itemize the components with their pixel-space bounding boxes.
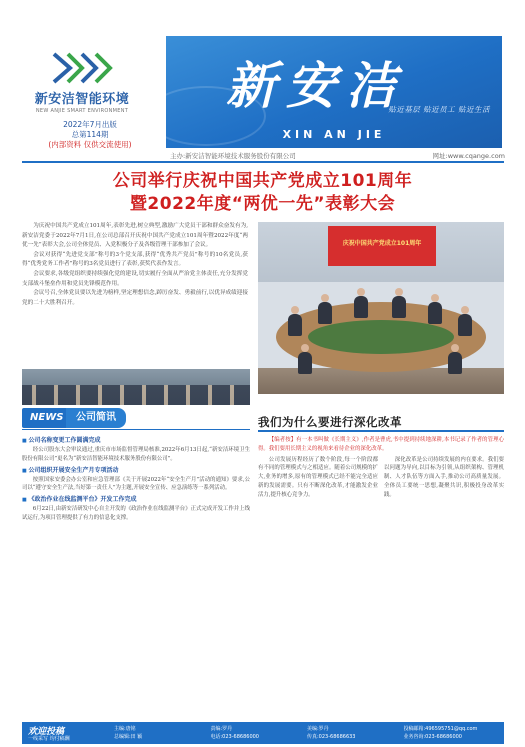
footer-info bbox=[114, 725, 500, 741]
issue-info bbox=[30, 120, 150, 150]
publisher-website[interactable]: 网址:www.cqange.com bbox=[432, 152, 505, 160]
photo-person-head bbox=[291, 306, 299, 314]
photo-person-head bbox=[301, 344, 309, 352]
reform-article-title: 我们为什么要进行深化改革 bbox=[258, 415, 402, 429]
photo-person-head bbox=[395, 288, 403, 296]
footer-fax: 传真:023-68686633 bbox=[307, 734, 356, 740]
news-item-body: 按照国家安委会办公室和应急管理部《关于开展2022年“安全生产月”活动的通知》要求,公司以“遵守安全生产法,当好第一责任人”为主题,开展安全宣传、应急演练等一系列活动。 bbox=[22, 476, 250, 492]
main-paragraph: 会议对获得“先进党支部”称号的3个党支部,获得“优秀共产党员”称号的10名党员,获得“优秀党务工作者”称号的3名党员进行了表彰,获奖代表作发言。 bbox=[22, 251, 248, 268]
footer-hotline: 业务咨询:023-68686000 bbox=[403, 734, 462, 740]
reform-column-2: 深化改革是公司持续发展的内在要求。我们要以问题为导向,以目标为引领,从组织架构、管理机制、人才队伍等方面入手,推动公司高质量发展。全体员工要统一思想,凝聚共识,积极投身改革实践。 bbox=[384, 456, 504, 498]
logo-english-name: NEW ANJIE SMART ENVIRONMENT bbox=[35, 108, 129, 114]
issue-number: 总第114期 bbox=[71, 130, 109, 139]
header-divider bbox=[22, 161, 504, 163]
footer-email[interactable]: 投稿邮箱:496595751@qq.com bbox=[403, 726, 478, 732]
news-section-title: 公司简讯 bbox=[66, 408, 126, 428]
main-paragraph: 为庆祝中国共产党成立101周年,表彰先进,树立典型,激励广大党员干部和群众奋发有为,新安洁党委于2022年7月1日,在公司总部召开庆祝中国共产党成立101周年暨2022年度“两优一先”表彰大会,公司全体党员、入党积极分子及各级管理干部参加了会议。 bbox=[22, 223, 248, 249]
footer-brand: 欢迎投稿 bbox=[28, 727, 65, 737]
photo-person-head bbox=[451, 344, 459, 352]
news-list bbox=[22, 434, 250, 523]
title-banner bbox=[166, 36, 502, 148]
photo-screen bbox=[328, 226, 436, 266]
reform-article-divider bbox=[258, 430, 504, 432]
publisher-line bbox=[170, 151, 505, 160]
main-paragraph: 会议号召,全体党员要以先进为榜样,坚定理想信念,踔厉奋发、勇毅前行,以优异成绩迎接党的二十大胜利召开。 bbox=[22, 290, 248, 306]
footer-art-editor: 美编:罗丹 bbox=[307, 726, 329, 732]
headline bbox=[0, 170, 525, 216]
audience-photo bbox=[22, 369, 250, 405]
footer-responsible-editor: 责编:罗丹 bbox=[210, 726, 233, 732]
audience-row bbox=[22, 385, 250, 405]
photo-person-head bbox=[321, 294, 329, 302]
news-section-header bbox=[22, 408, 250, 430]
photo-person-head bbox=[461, 306, 469, 314]
reform-article-columns bbox=[258, 456, 504, 500]
main-article bbox=[22, 222, 248, 308]
banner-pinyin: XIN AN JIE bbox=[282, 128, 386, 141]
issue-date: 2022年7月出版 bbox=[63, 120, 117, 129]
publisher-host: 主办:新安洁智能环境技术服务股份有限公司 bbox=[170, 152, 296, 160]
photo-person bbox=[458, 314, 472, 336]
footer-bar bbox=[22, 722, 504, 744]
logo-mark-icon bbox=[50, 50, 114, 86]
photo-person bbox=[354, 296, 368, 318]
photo-person-head bbox=[357, 288, 365, 296]
footer-slogan: 一线采写 均付稿酬 bbox=[28, 736, 70, 742]
company-logo bbox=[32, 50, 132, 114]
news-badge: NEWS bbox=[22, 408, 71, 428]
banner-slogan: 贴近基层 贴近员工 贴近生活 bbox=[388, 105, 490, 114]
news-item-title: ■ 公司名称变更工作圆满完成 bbox=[22, 436, 250, 446]
news-item-title: ■ 公司组织开展安全生产月专项活动 bbox=[22, 466, 250, 476]
masthead bbox=[0, 0, 525, 160]
newspaper-title: 新安洁 bbox=[226, 56, 406, 115]
photo-table-plants bbox=[308, 320, 454, 354]
photo-person bbox=[318, 302, 332, 324]
news-item-title: ■ 《政治作业在线监测平台》开发工作完成 bbox=[22, 495, 250, 505]
photo-person bbox=[288, 314, 302, 336]
main-paragraph: 会议要求,各级党组织要持续强化党的建设,切实履行全面从严治党主体责任,充分发挥党支部战斗堡垒作用和党员先锋模范作用。 bbox=[22, 270, 248, 287]
editor-note: 【编者按】有一本书叫做《长期主义》,作者是曹虎,书中提到持续地深耕,本书记录了作者的管理心得。我们要用长期主义的视角来看待企业的深化改革。 bbox=[258, 437, 504, 452]
photo-person bbox=[298, 352, 312, 374]
logo-chinese-name: 新安洁智能环境 bbox=[34, 92, 130, 107]
photo-person bbox=[448, 352, 462, 374]
headline-line-2: 暨2022年度“两优一先”表彰大会 bbox=[129, 194, 396, 214]
meeting-photo bbox=[258, 222, 504, 394]
news-item-body: 经公司股东大会审议通过,重庆市市场监督管理局核准,2022年6月13日起,“新安洁环境卫生股份有限公司”更名为“新安洁智能环境技术服务股份有限公司”。 bbox=[22, 447, 250, 462]
footer-chief-editor: 总编辑:田 颖 bbox=[114, 734, 143, 740]
photo-person bbox=[392, 296, 406, 318]
photo-person-head bbox=[431, 294, 439, 302]
photo-screen-text: 庆祝中国共产党成立101周年 bbox=[342, 240, 422, 247]
footer-phone: 电话:023-68686000 bbox=[210, 734, 259, 740]
reform-column-1: 公司发展历程经历了数个阶段,每一个阶段都有不同的管理模式与之相适应。随着公司规模的扩大,业务的增多,原有的管理模式已经不能完全适应新的发展需要。只有不断深化改革,才能激发企业活力,提升核心竞争力。 bbox=[258, 456, 378, 498]
issue-note: (内部资料 仅供交流使用) bbox=[48, 140, 132, 149]
reform-article bbox=[258, 436, 504, 500]
news-item-body: 6月22日,由新安洁研发中心自主开发的《政治作业在线监测平台》正式完成开发工作并上线试运行,为项目管理提供了有力的信息化支撑。 bbox=[22, 506, 250, 521]
footer-editor: 主编:唐铭 bbox=[114, 726, 136, 732]
headline-line-1: 公司举行庆祝中国共产党成立101周年 bbox=[112, 171, 413, 191]
photo-person bbox=[428, 302, 442, 324]
news-divider bbox=[22, 429, 250, 430]
